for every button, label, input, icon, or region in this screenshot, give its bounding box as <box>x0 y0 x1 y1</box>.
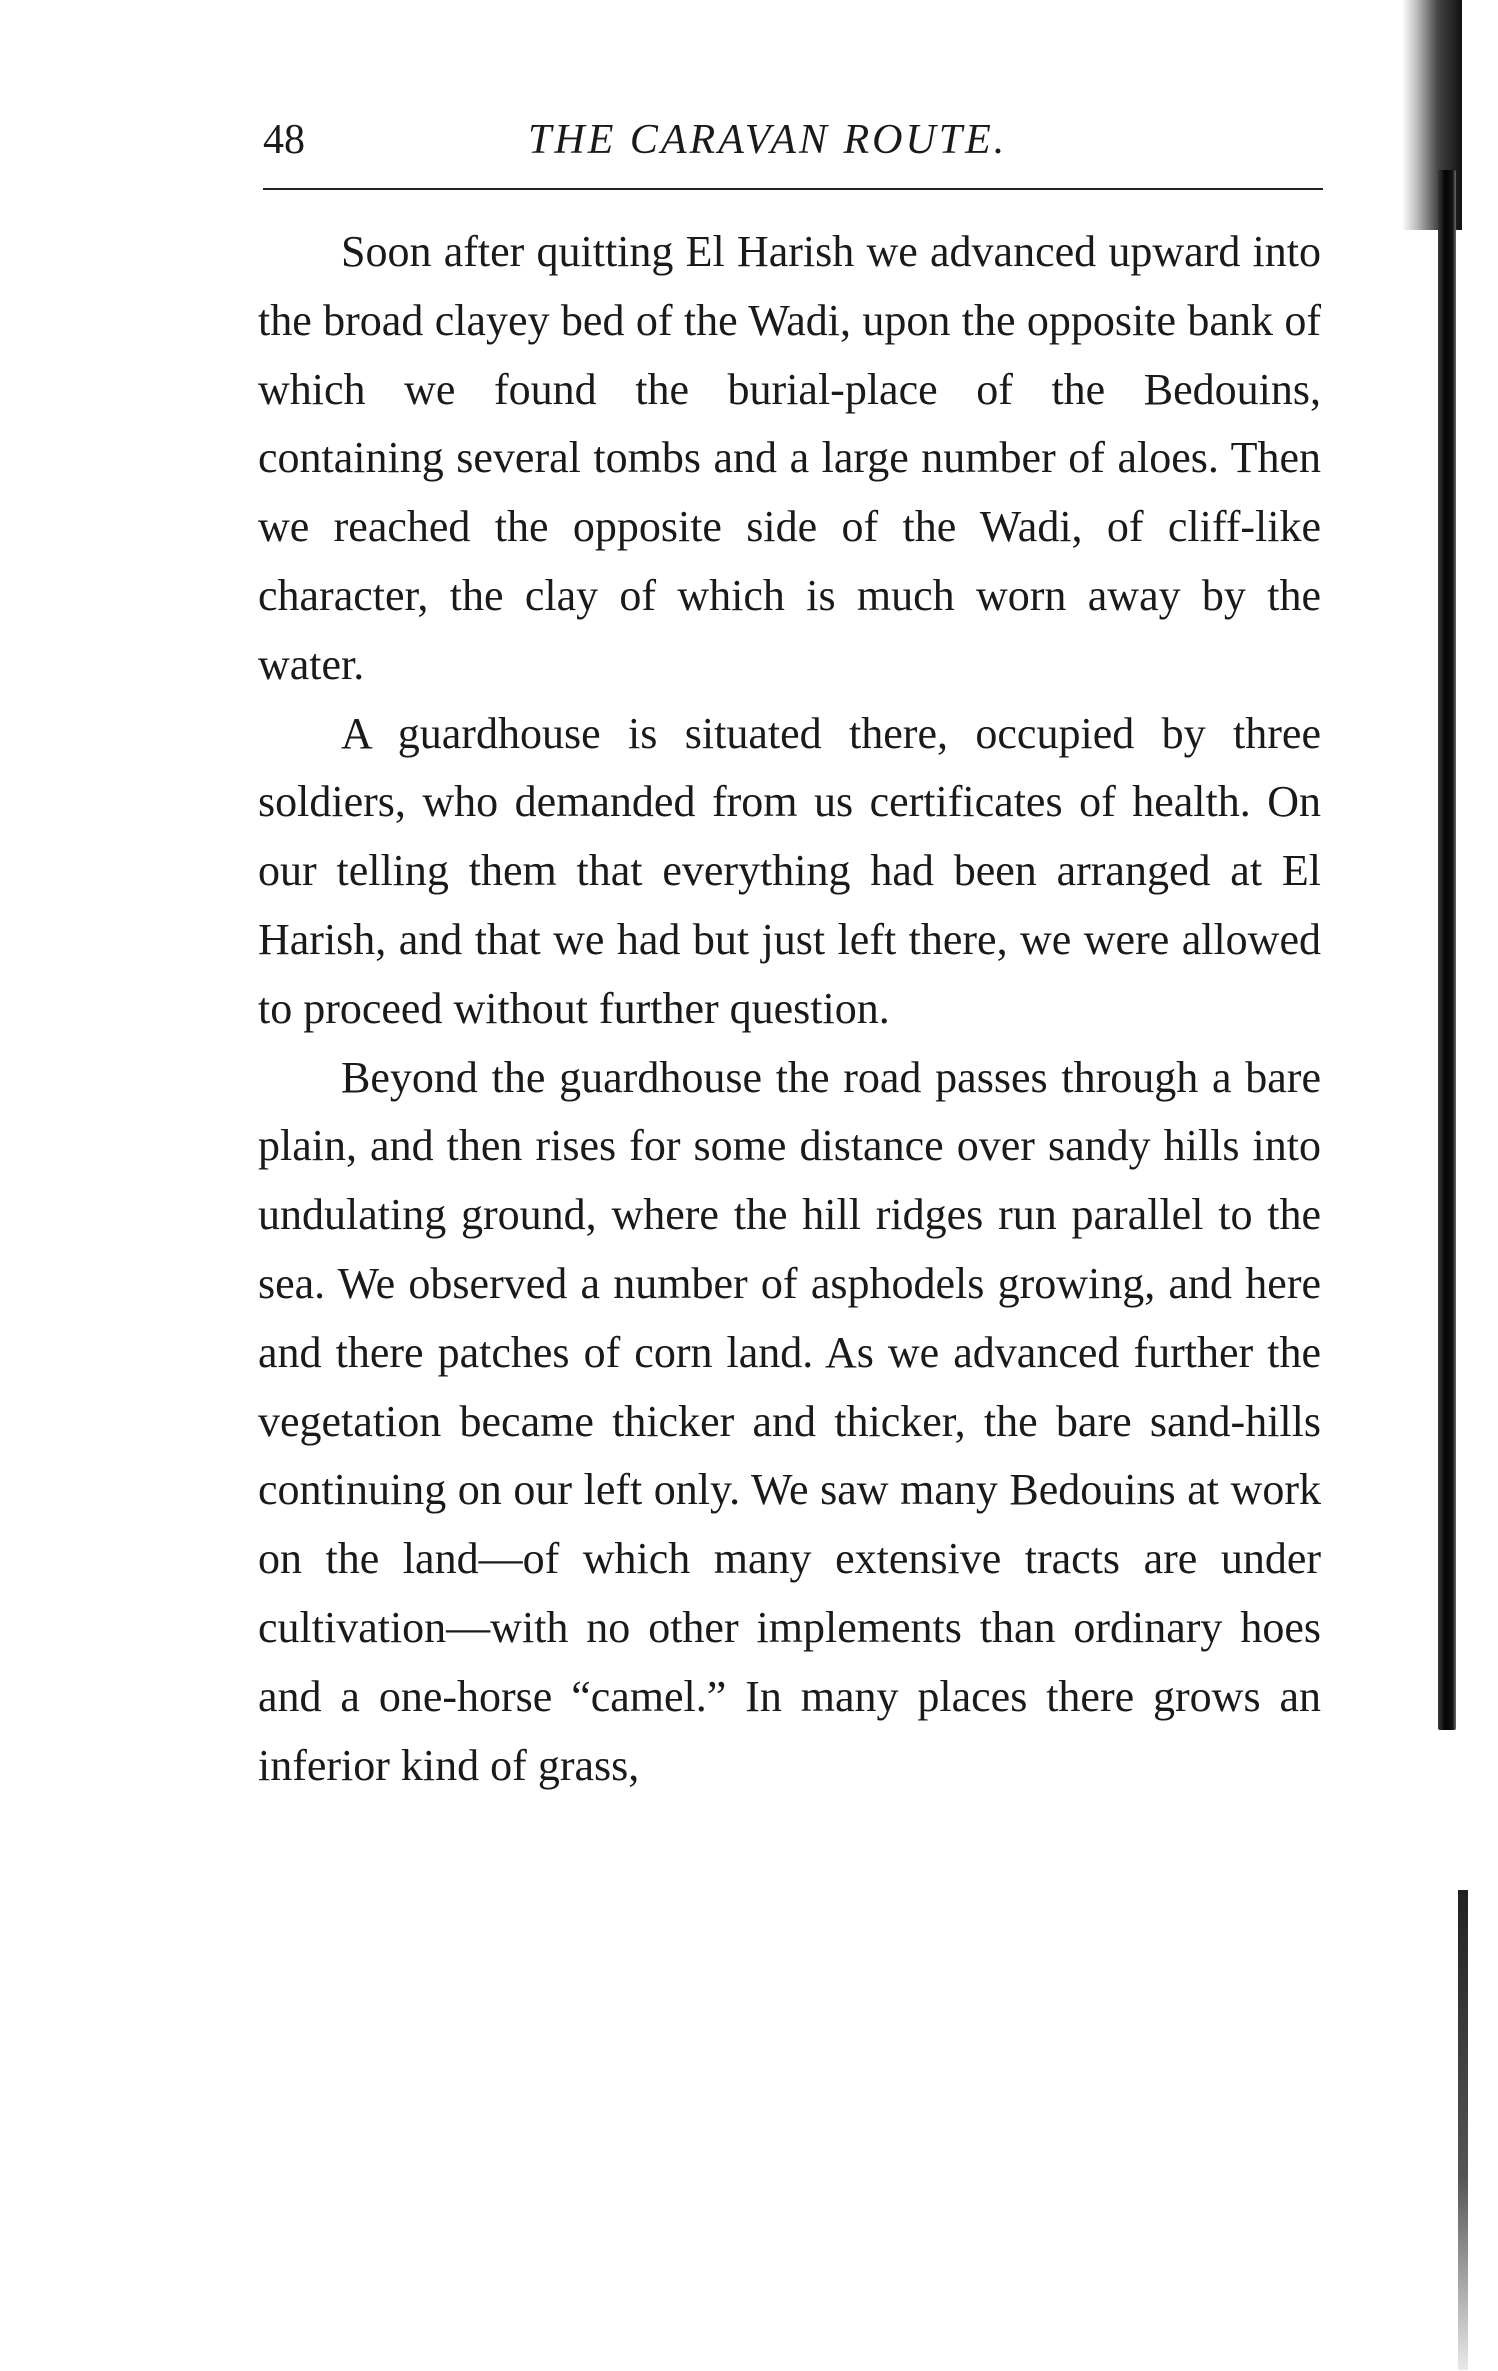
scan-edge-binding <box>1438 170 1456 1730</box>
page-header <box>263 112 1323 172</box>
header-rule <box>263 188 1323 190</box>
body-text <box>258 218 1321 1800</box>
running-title: THE CARAVAN ROUTE. <box>528 117 1008 163</box>
paragraph: Beyond the guardhouse the road passes through a bare plain, and then rises for some distance over sandy hills into undulating ground, where the hill ridges run parallel to the sea. We observed a number of asphodels growing, and here and there patches of corn land. As we advanced further the vegetation became thicker and thicker, the bare sand-hills continuing on our left only. We saw many Bedouins at work on the land—of which many extensive tracts are under cultivation—with no other implements than ordinary hoes and a one-horse “camel.” In many places there grows an inferior kind of grass, <box>258 1052 1321 1790</box>
page-number: 48 <box>263 117 305 163</box>
paragraph: Soon after quitting El Harish we advanced upward into the broad clayey bed of the Wadi, upon the opposite bank of which we found the burial-place of the Bedouins, containing several tombs and a large number of aloes. Then we reached the opposite side of the Wadi, of cliff-like character, the clay of which is much worn away by the water. <box>258 227 1321 689</box>
scan-edge-lower <box>1458 1890 1468 2370</box>
paragraph: A guardhouse is situated there, occupied by three soldiers, who demanded from us certificates of health. On our telling them that everything had been arranged at El Harish, and that we had but just left there, we were allowed to proceed without further question. <box>258 708 1321 1033</box>
